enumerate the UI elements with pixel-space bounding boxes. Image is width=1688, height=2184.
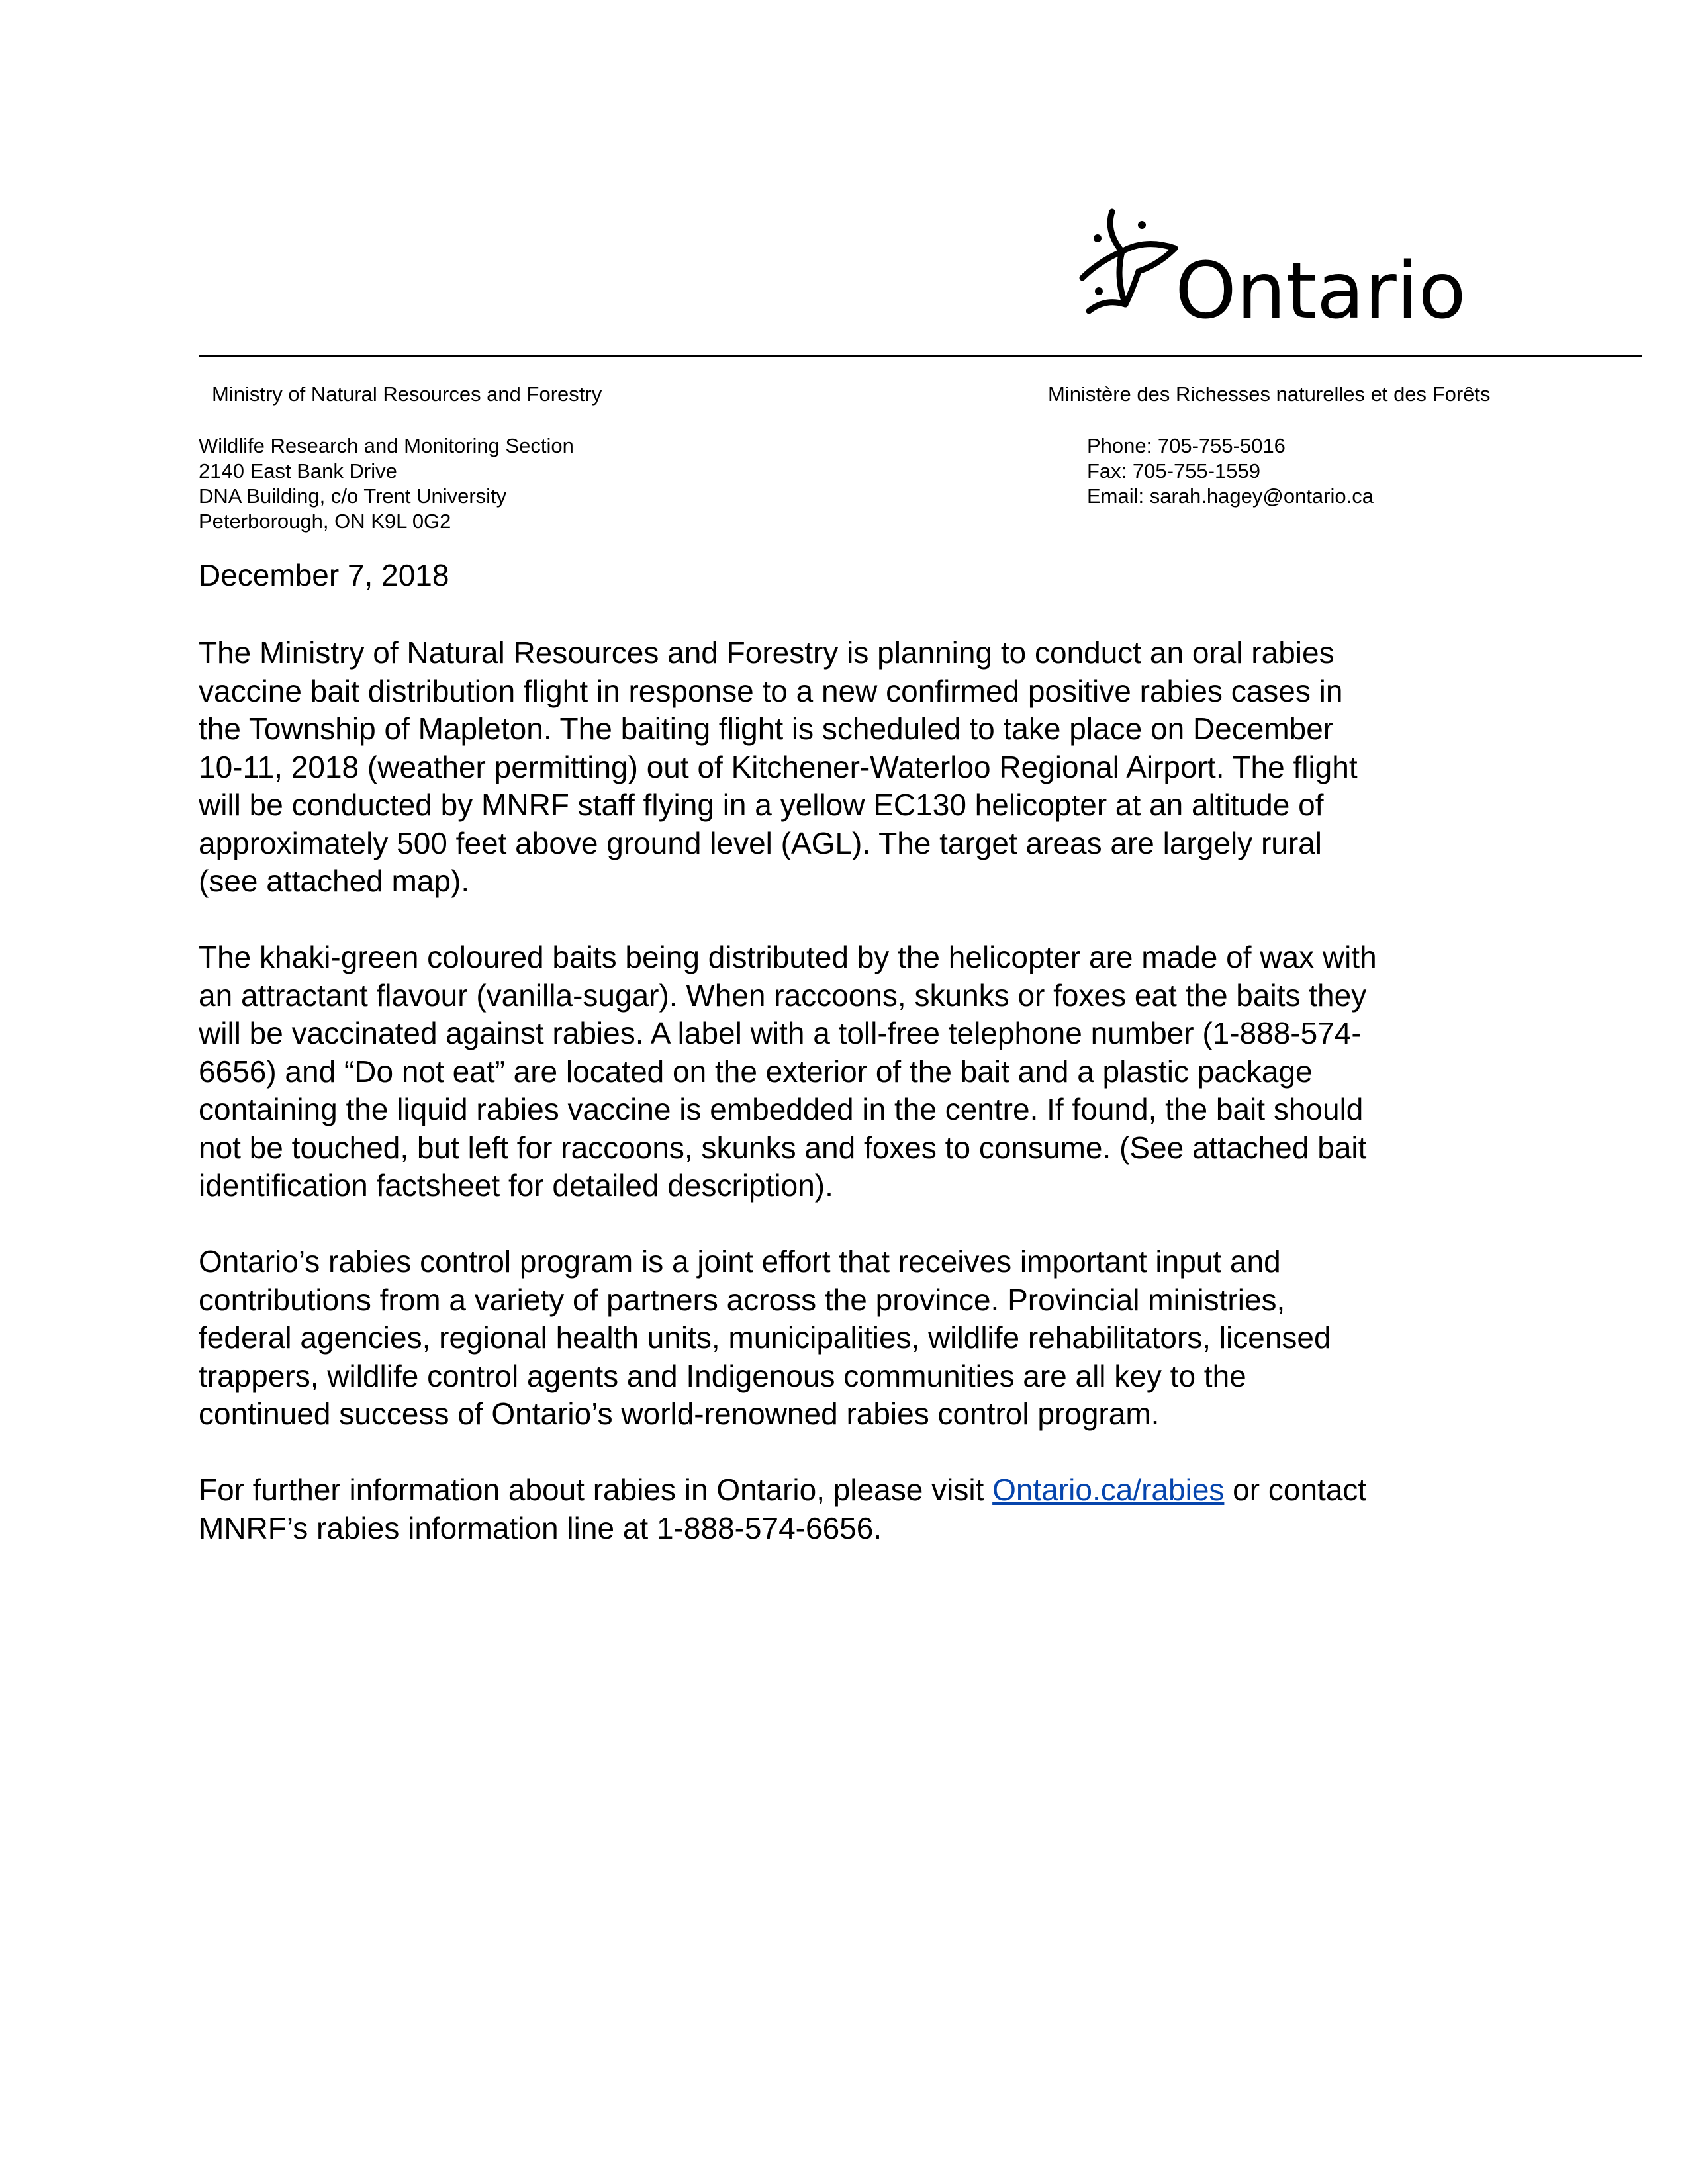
address-line: DNA Building, c/o Trent University: [199, 484, 507, 508]
paragraph-flight-announcement: [199, 634, 1523, 901]
ministry-name-fr: Ministère des Richesses naturelles et des Forêts: [1048, 383, 1491, 406]
text-line: will be conducted by MNRF staff flying in a yellow EC130 helicopter at an altitude of: [199, 788, 1324, 822]
text-line: the Township of Mapleton. The baiting flight is scheduled to take place on December: [199, 711, 1334, 746]
ontario-logo: [1059, 199, 1466, 336]
paragraph-further-information: [199, 1471, 1523, 1547]
letter-date: December 7, 2018: [199, 558, 449, 592]
text-line: Ontario’s rabies control program is a joint effort that receives important input and: [199, 1244, 1281, 1279]
sender-contact: [1087, 433, 1374, 509]
text-line: containing the liquid rabies vaccine is embedded in the centre. If found, the bait should: [199, 1092, 1364, 1126]
address-line: Peterborough, ON K9L 0G2: [199, 510, 451, 533]
paragraph-bait-description: [199, 938, 1523, 1205]
text-line: vaccine bait distribution flight in response to a new confirmed positive rabies cases in: [199, 673, 1343, 708]
phone-line: Phone: 705-755-5016: [1087, 434, 1286, 457]
sender-address: [199, 433, 574, 534]
text-line: 10-11, 2018 (weather permitting) out of Kitchener-Waterloo Regional Airport. The flight: [199, 749, 1358, 784]
text-line: not be touched, but left for raccoons, skunks and foxes to consume. (See attached bait: [199, 1130, 1367, 1165]
text-line: an attractant flavour (vanilla-sugar). When raccoons, skunks or foxes eat the baits they: [199, 978, 1367, 1013]
text-line: 6656) and “Do not eat” are located on the exterior of the bait and a plastic package: [199, 1054, 1313, 1089]
email-line: Email: sarah.hagey@ontario.ca: [1087, 484, 1374, 508]
text-line: identification factsheet for detailed description).: [199, 1168, 833, 1203]
text-line: The khaki-green coloured baits being distributed by the helicopter are made of wax with: [199, 940, 1377, 974]
text-line: approximately 500 feet above ground level (AGL). The target areas are largely rural: [199, 825, 1322, 860]
fax-line: Fax: 705-755-1559: [1087, 459, 1260, 482]
text-line: MNRF’s rabies information line at 1-888-574-6656.: [199, 1510, 882, 1545]
address-line: 2140 East Bank Drive: [199, 459, 397, 482]
text-line: contributions from a variety of partners across the province. Provincial ministries,: [199, 1282, 1286, 1317]
trillium-logo-icon: [1059, 199, 1466, 336]
rabies-info-link[interactable]: Ontario.ca/rabies: [992, 1473, 1225, 1507]
text-line: (see attached map).: [199, 864, 470, 898]
text-line: continued success of Ontario’s world-renowned rabies control program.: [199, 1396, 1160, 1431]
address-line: Wildlife Research and Monitoring Section: [199, 434, 574, 457]
text-segment: or contact: [1224, 1473, 1367, 1507]
header-rule: [199, 355, 1642, 357]
paragraph-program-partners: [199, 1243, 1523, 1433]
text-line: federal agencies, regional health units, municipalities, wildlife rehabilitators, licensed: [199, 1320, 1331, 1355]
text-line: trappers, wildlife control agents and Indigenous communities are all key to the: [199, 1358, 1246, 1393]
text-line: will be vaccinated against rabies. A label with a toll-free telephone number (1-888-574-: [199, 1016, 1362, 1050]
text-line: The Ministry of Natural Resources and Forestry is planning to conduct an oral rabies: [199, 635, 1335, 670]
logo-wordmark: Ontario: [1175, 245, 1466, 336]
text-line: [199, 1471, 1523, 1510]
text-segment: For further information about rabies in Ontario, please visit: [199, 1473, 993, 1507]
letter-body: [199, 634, 1523, 1586]
ministry-name-en: Ministry of Natural Resources and Forestry: [212, 383, 602, 406]
